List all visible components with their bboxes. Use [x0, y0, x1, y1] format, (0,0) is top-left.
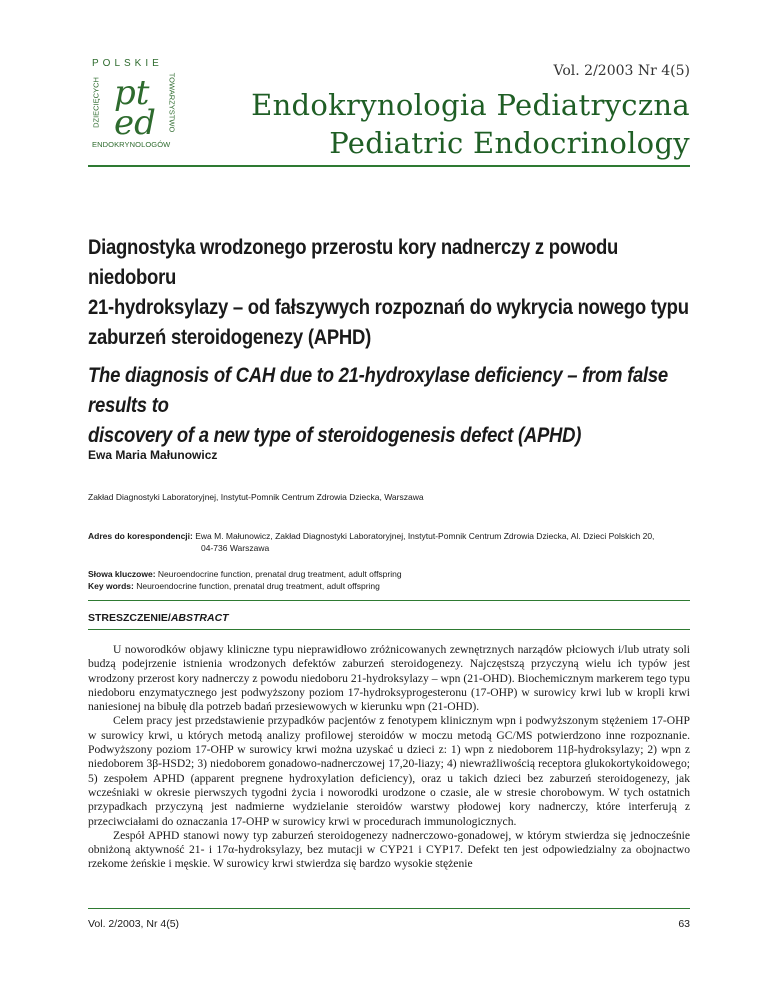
title-pl-line: Diagnostyka wrodzonego przerostu kory nadnerczy z powodu niedoboru: [88, 235, 619, 289]
journal-volume: Vol. 2/2003 Nr 4(5): [553, 63, 690, 79]
title-pl-line: 21-hydroksylazy – od fałszywych rozpoznań do wykrycia nowego typu: [88, 295, 689, 319]
keywords-en: Neuroendocrine function, prenatal drug treatment, adult offspring: [136, 580, 380, 591]
logo-text-right: TOWARZYSTWO: [167, 72, 177, 133]
logo-emblem-icon: [88, 58, 174, 150]
keywords-en-label: Key words:: [88, 580, 134, 591]
title-en-line: discovery of a new type of steroidogenesis defect (APHD): [88, 423, 582, 447]
abstract-heading-pl: STRESZCZENIE/: [88, 612, 171, 624]
title-en-line: The diagnosis of CAH due to 21-hydroxylase deficiency – from false results to: [88, 363, 668, 417]
journal-title-pl: Endokrynologia Pediatryczna: [251, 88, 690, 122]
logo-text-bottom: ENDOKRYNOLOGÓW: [92, 140, 171, 149]
article-title-en: [88, 360, 690, 450]
abstract-paragraph: U noworodków objawy kliniczne typu nieprawidłowo zróżnicowanych zewnętrznych narządów płciowych i/lub utraty soli budzą podejrzenie istnienia wrodzonych defektów zaburzeń steroidogenezy. Najczęstszą przyczyną wielu ich typów jest wrodzony przerost kory nadnerczy z powodu niedoboru 21-hydroksylazy – wpn (21-OHD). Biochemicznym markerem tego typu niedoboru enzymatycznego jest podwyższony poziom 17-hydroksyprogesteronu (17-OHP) w surowicy krwi lub w kropli krwi naniesionej na bibułę dla potrzeb badań przesiewowych w kierunku wpn (21-OHD).: [88, 643, 690, 714]
abstract-heading-en: ABSTRACT: [170, 612, 229, 624]
article-title-pl: [88, 232, 690, 352]
abstract-heading: [88, 612, 229, 624]
abstract-paragraph: Celem pracy jest przedstawienie przypadków pacjentów z fenotypem klinicznym wpn i podwyższonym stężeniem 17-OHP w surowicy krwi, u których metodą analizy profilowej steroidów w moczu metodą GC/MS potwierdzono inne rozpoznanie. Podwyższony poziom 17-OHP w surowicy krwi można uzyskać u dzieci z: 1) wpn z niedoborem 11β-hydroksylazy; 2) wpn z niedoborem 3β-HSD2; 3) niedoborem gonadowo-nadnerczowej 17,20-liazy; 4) niewrażliwością receptora glukokortykoidowego; 5) zespołem APHD (apparent pregnene hydroxylation deficiency), oraz u takich dzieci bez zaburzeń steroidogenezy, jak wcześniaki w okresie pierwszych tygodni życia i noworodki urodzone o czasie, ale w stresie chorobowym. W tych ostatnich przypadkach przyczyną jest nadmierne wydzielanie steroidów warstwy płodowej kory nadnerczy, które interferują z przeciwciałami do oznaczania 17-OHP w surowicy krwi w procedurach immunologicznych.: [88, 714, 690, 828]
keywords: [88, 569, 402, 592]
correspondence-line: Ewa M. Małunowicz, Zakład Diagnostyki Laboratoryjnej, Instytut-Pomnik Centrum Zdrowia Dziecka, Al. Dzieci Polskich 20,: [195, 531, 655, 541]
abstract-divider-top: [88, 600, 690, 601]
svg-text:pt: pt: [114, 73, 150, 113]
logo-text-top: POLSKIE: [92, 58, 163, 69]
author-name: Ewa Maria Małunowicz: [88, 448, 218, 462]
svg-text:ed: ed: [114, 103, 156, 143]
correspondence-label: Adres do korespondencji:: [88, 531, 193, 541]
keywords-pl: Neuroendocrine function, prenatal drug treatment, adult offspring: [157, 569, 402, 579]
correspondence-line: 04-736 Warszawa: [201, 543, 270, 553]
abstract-paragraph: Zespół APHD stanowi nowy typ zaburzeń steroidogenezy nadnerczowo-gonadowej, w którym stwierdza się jednocześnie obniżoną aktywność 21- i 17α-hydroksylazy, bez mutacji w CYP21 i CYP17. Defekt ten jest odpowiedzialny za obojnactwo rzekome żeńskie i męskie. W surowicy krwi stwierdza się bardzo wysokie stężenie: [88, 828, 690, 871]
keywords-pl-label: Słowa kluczowe:: [88, 569, 156, 579]
author-affiliation: Zakład Diagnostyki Laboratoryjnej, Instytut-Pomnik Centrum Zdrowia Dziecka, Warszawa: [88, 492, 424, 502]
footer-volume: Vol. 2/2003, Nr 4(5): [88, 918, 180, 930]
abstract-body: [88, 643, 690, 872]
header-divider: [88, 165, 690, 167]
page-number: 63: [678, 918, 690, 930]
journal-title-en: Pediatric Endocrinology: [329, 126, 690, 160]
logo-text-left: DZIECIĘCYCH: [91, 77, 101, 128]
footer-divider: [88, 908, 690, 909]
abstract-divider-bottom: [88, 629, 690, 630]
society-logo: [88, 58, 177, 150]
title-pl-line: zaburzeń steroidogenezy (APHD): [88, 325, 372, 349]
